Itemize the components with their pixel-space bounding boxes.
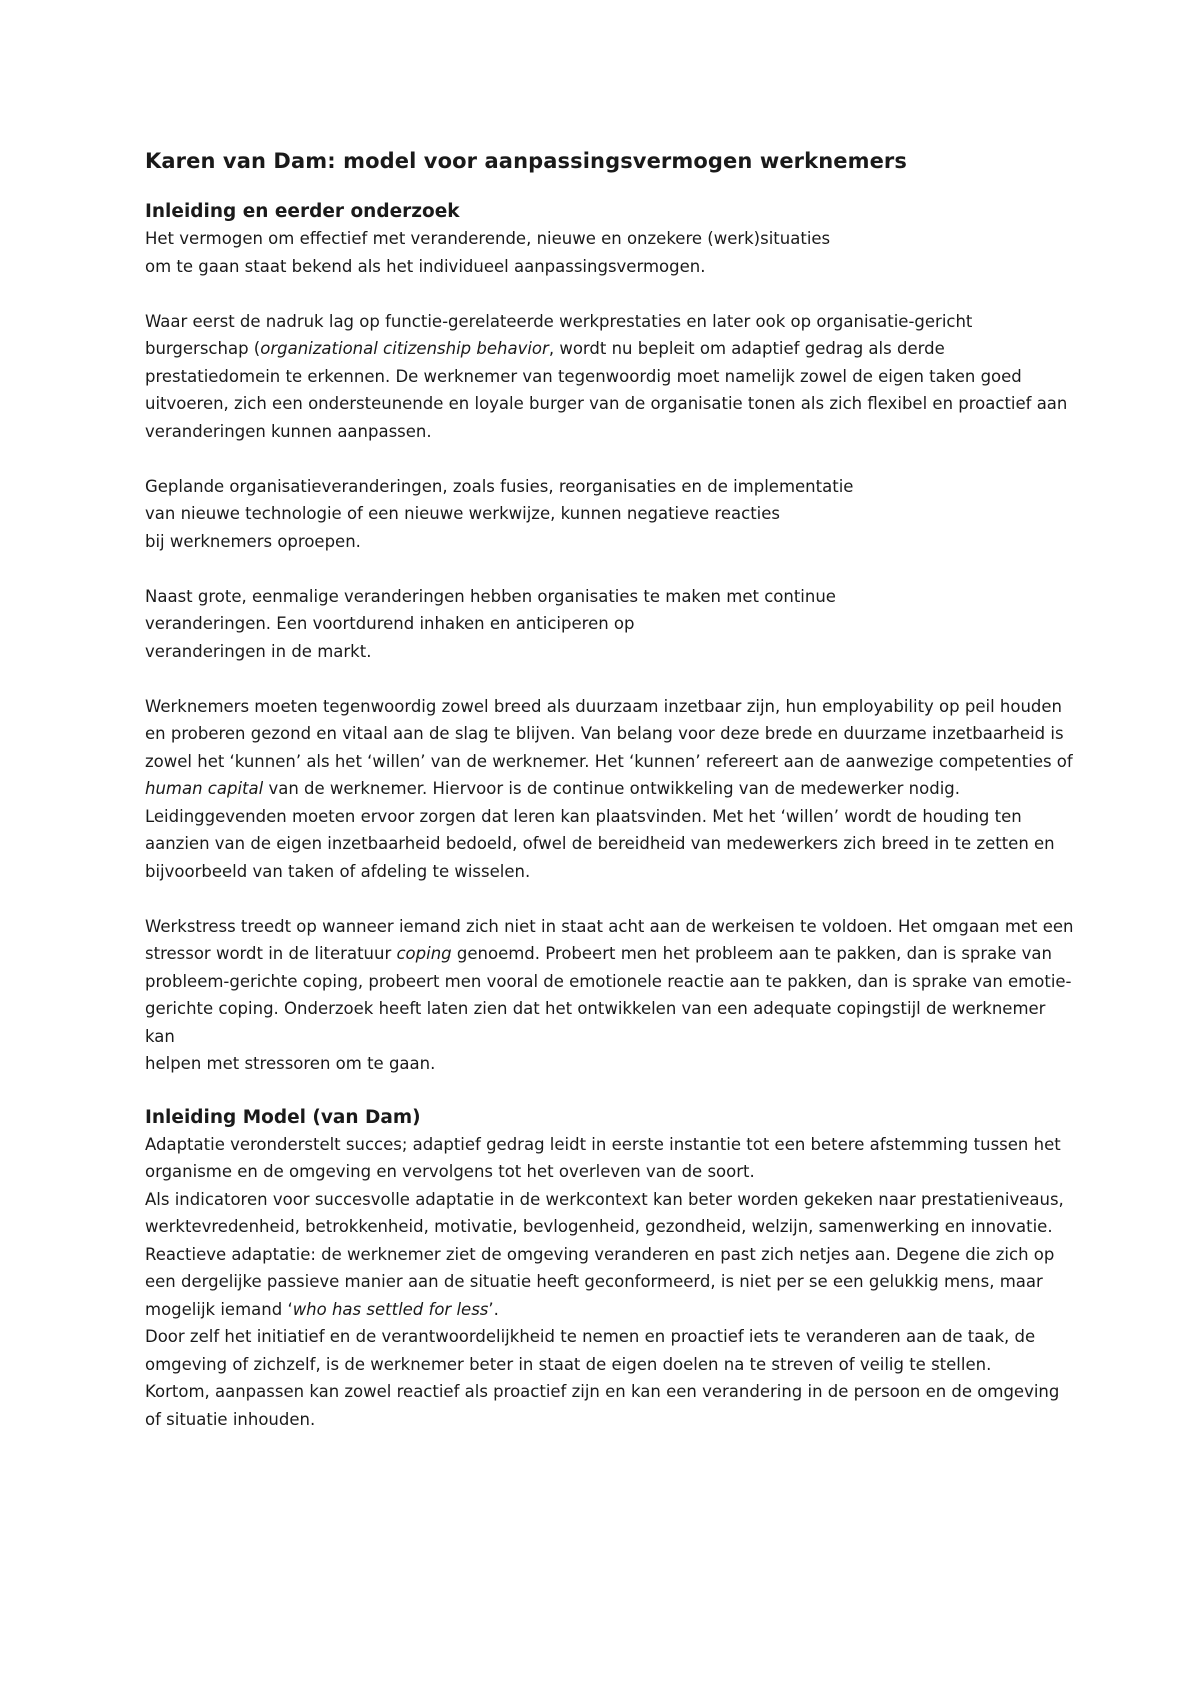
text-run: , wordt nu bepleit om adaptief gedrag als derde prestatiedomein te erkennen. De werknemer van tegenwoordig moet namelijk zowel de eigen taken goed uitvoeren, zich een ondersteunende en loyale burger van de organisatie tonen als zich flexibel en proactief aan veranderingen kunnen aanpassen. <box>145 339 1068 441</box>
italic-term: coping <box>396 944 452 963</box>
text-run: Waar eerst de nadruk lag op functie-gerelateerde werkprestaties en later ook op organisatie-gericht burgerschap ( <box>145 311 973 358</box>
paragraph-kortom: Kortom, aanpassen kan zowel reactief als proactief zijn en kan een verandering in de persoon en de omgeving of situatie inhouden. <box>145 1382 1060 1429</box>
paragraph-organisatieveranderingen <box>145 473 1075 556</box>
section-heading-inleiding-model: Inleiding Model (van Dam) <box>145 1106 421 1128</box>
paragraph-prestatiedomein <box>145 308 1075 446</box>
paragraph-line: om te gaan staat bekend als het individueel aanpassingsvermogen. <box>145 256 706 276</box>
text-run: Werknemers moeten tegenwoordig zowel breed als duurzaam inzetbaar zijn, hun employability op peil houden en proberen gezond en vitaal aan de slag te blijven. Van belang voor deze brede en duurzame inzetbaarheid is zowel het ‘kunnen’ als het ‘willen’ van de werknemer. Het ‘kunnen’ refereert aan de aanwezige competenties of <box>145 696 1073 771</box>
text-run: van de werknemer. Hiervoor is de continue ontwikkeling van de medewerker nodig. Leidinggevenden moeten ervoor zorgen dat leren kan plaatsvinden. Met het ‘willen’ wordt de houding ten aanzien van de eigen inzetbaarheid bedoeld, ofwel de bereidheid van medewerkers zich breed in te zetten en bijvoorbeeld van taken of afdeling te wisselen. <box>145 779 1055 881</box>
text-run: Werkstress treedt op wanneer iemand zich niet in staat acht aan de werkeisen te voldoen. Het omgaan met een stressor wordt in de literatuur <box>145 916 1074 963</box>
paragraph-line: bij werknemers oproepen. <box>145 531 361 551</box>
paragraph-line: veranderingen in de markt. <box>145 641 372 661</box>
paragraph-werkstress <box>145 913 1075 1078</box>
paragraph-line: Geplande organisatieveranderingen, zoals fusies, reorganisaties en de implementatie <box>145 476 854 496</box>
section-heading-inleiding-onderzoek: Inleiding en eerder onderzoek <box>145 201 460 222</box>
document-body <box>145 146 1075 1433</box>
paragraph-continue-veranderingen <box>145 583 1075 666</box>
italic-term: who has settled for less <box>292 1299 489 1319</box>
italic-term: organizational citizenship behavior <box>260 339 549 358</box>
document-title: Karen van Dam: model voor aanpassingsvermogen werknemers <box>145 149 907 173</box>
paragraph-line: van nieuwe technologie of een nieuwe werkwijze, kunnen negatieve reacties <box>145 504 780 523</box>
paragraph-proactief: Door zelf het initiatief en de verantwoordelijkheid te nemen en proactief iets te veranderen aan de taak, de omgeving of zichzelf, is de werknemer beter in staat de eigen doelen na te streven of veilig te stellen. <box>145 1327 1036 1374</box>
paragraph-aanpassingsvermogen <box>145 225 1075 280</box>
paragraph-inzetbaarheid <box>145 693 1075 886</box>
paragraph-reactieve-adaptatie <box>145 1241 1075 1324</box>
paragraph-adaptatie-succes: Adaptatie veronderstelt succes; adaptief gedrag leidt in eerste instantie tot een betere afstemming tussen het organisme en de omgeving en vervolgens tot het overleven van de soort. <box>145 1134 1061 1181</box>
text-run: ’. <box>488 1299 499 1319</box>
text-run: genoemd. Probeert men het probleem aan te pakken, dan is sprake van probleem-gerichte coping, probeert men vooral de emotionele reactie aan te pakken, dan is sprake van emotie-gerichte coping. Onderzoek heeft laten zien dat het ontwikkelen van een adequate copingstijl de werknemer kan <box>145 944 1072 1046</box>
paragraph-line: helpen met stressoren om te gaan. <box>145 1054 436 1073</box>
paragraph-line: Het vermogen om effectief met veranderende, nieuwe en onzekere (werk)situaties <box>145 229 831 248</box>
paragraph-line: veranderingen. Een voortdurend inhaken en anticiperen op <box>145 614 635 633</box>
paragraph-indicatoren: Als indicatoren voor succesvolle adaptatie in de werkcontext kan beter worden gekeken naar prestatieniveaus, werktevredenheid, betrokkenheid, motivatie, bevlogenheid, gezondheid, welzijn, samenwerking en innovatie. <box>145 1189 1064 1236</box>
italic-term: human capital <box>145 779 264 798</box>
paragraph-line: Naast grote, eenmalige veranderingen hebben organisaties te maken met continue <box>145 586 836 606</box>
text-run: Reactieve adaptatie: de werknemer ziet de omgeving veranderen en past zich netjes aan. Degene die zich op een dergelijke passieve manier aan de situatie heeft geconformeerd, is niet per se een gelukkig mens, maar mogelijk iemand ‘ <box>145 1244 1055 1319</box>
